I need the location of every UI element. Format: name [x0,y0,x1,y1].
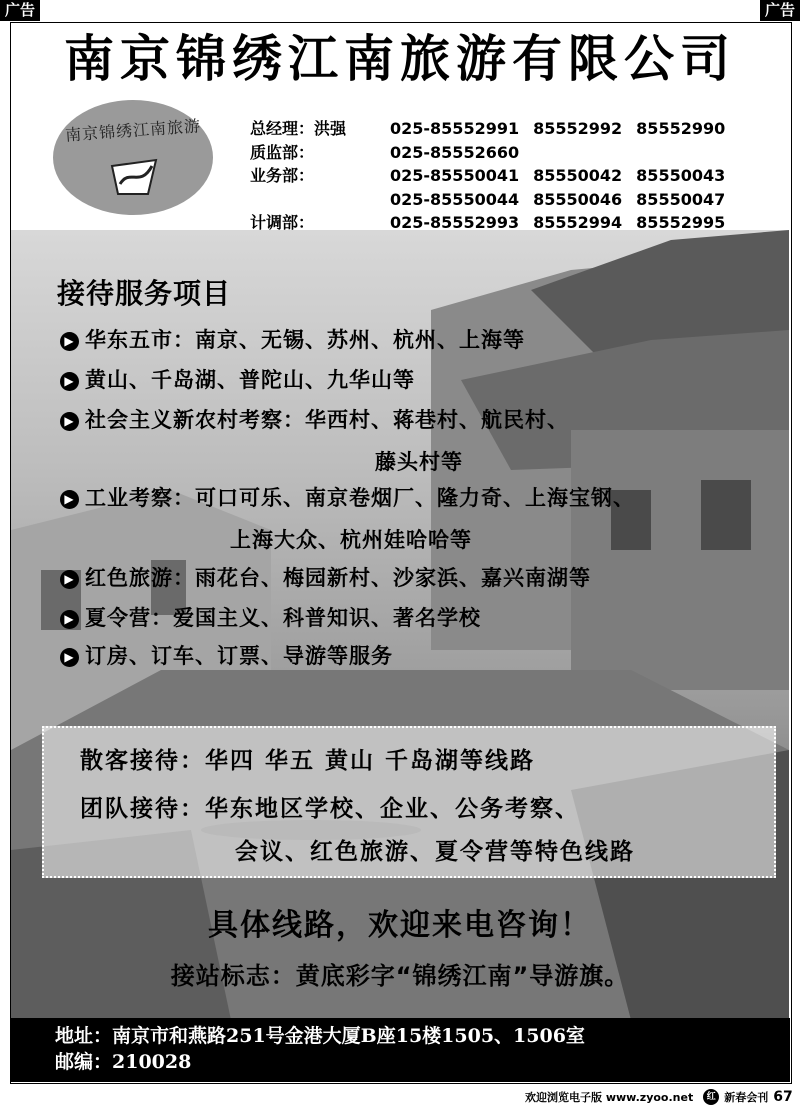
phone-number: 025-85550044 [390,189,520,209]
phone-number: 025-85552991 [390,119,520,138]
issue-badge-icon: 红 [703,1089,719,1105]
arrow-right-icon: ▶ [60,412,79,431]
group-reception: 团队接待：华东地区学校、企业、公务考察、 [80,796,580,822]
consult-slogan: 具体线路，欢迎来电咨询！ [208,908,592,943]
contact-row [250,164,739,188]
logo-text: 南京锦绣江南旅游 [64,116,202,145]
postcode: 邮编：210028 [55,1051,192,1073]
phone-number: 85552992 [533,119,623,138]
contact-label: 质监部： [250,142,315,162]
issue-name: 新春会刊 [724,1091,769,1104]
service-item-continuation: 上海大众、杭州娃哈哈等 [230,528,472,552]
services-title: 接待服务项目 [57,277,232,310]
contact-list [250,117,739,235]
service-item: ▶ 红色旅游：雨花台、梅园新村、沙家浜、嘉兴南湖等 [60,563,591,593]
pickup-flag-note: 接站标志：黄底彩字“锦绣江南”导游旗。 [170,962,630,990]
ad-tag-left: 广告 [0,0,40,21]
website-note: 欢迎浏览电子版 www.zyoo.net [525,1091,694,1104]
service-item: ▶ 黄山、千岛湖、普陀山、九华山等 [60,365,415,395]
arrow-right-icon: ▶ [60,490,79,509]
group-reception-continuation: 会议、红色旅游、夏令营等特色线路 [235,839,635,865]
contact-label: 总经理：洪强 [250,119,347,138]
arrow-right-icon: ▶ [60,648,79,667]
service-item: ▶ 夏令营：爱国主义、科普知识、著名学校 [60,603,481,633]
phone-number: 85550047 [636,189,726,209]
contact-label: 业务部： [250,166,315,185]
phone-number: 85550046 [533,189,623,209]
phone-number: 85552995 [636,213,726,232]
phone-number: 025-85552660 [390,142,520,162]
service-item: ▶ 社会主义新农村考察：华西村、蒋巷村、航民村、 [60,405,569,435]
company-title: 南京锦绣江南旅游有限公司 [64,29,736,88]
service-item: ▶ 华东五市：南京、无锡、苏州、杭州、上海等 [60,325,525,355]
phone-number: 85550043 [636,166,726,185]
arrow-right-icon: ▶ [60,372,79,391]
contact-row [250,188,739,212]
individual-reception: 散客接待：华四 华五 黄山 千岛湖等线路 [80,748,536,774]
address: 地址：南京市和燕路251号金港大厦B座15楼1505、1506室 [55,1025,585,1047]
page-number: 67 [773,1089,793,1105]
arrow-right-icon: ▶ [60,570,79,589]
arrow-right-icon: ▶ [60,610,79,629]
page-footer [525,1089,793,1105]
service-item: ▶ 订房、订车、订票、导游等服务 [60,641,393,671]
contact-row [250,117,739,141]
phone-number: 025-85550041 [390,166,520,185]
ad-tag-right: 广告 [760,0,800,21]
contact-row [250,141,739,165]
service-item: ▶ 工业考察：可口可乐、南京卷烟厂、隆力奇、上海宝钢、 [60,483,635,513]
logo-emblem-icon [108,158,160,196]
contact-label: 计调部： [250,213,315,232]
contact-label [250,188,390,212]
phone-number: 85552990 [636,119,726,138]
arrow-right-icon: ▶ [60,332,79,351]
service-item-continuation: 藤头村等 [375,450,463,474]
phone-number: 025-85552993 [390,213,520,232]
company-logo [53,100,213,215]
phone-number: 85552994 [533,213,623,232]
address-footer [11,1018,790,1082]
contact-row [250,211,739,235]
phone-number: 85550042 [533,166,623,185]
